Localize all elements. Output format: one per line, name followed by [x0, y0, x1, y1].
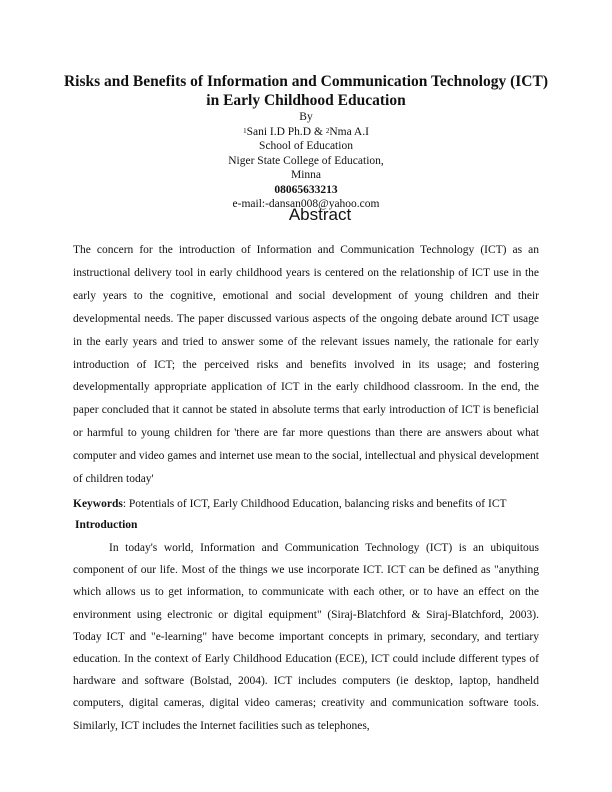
phone-number: 08065633213 [274, 183, 338, 196]
introduction-text: In today's world, Information and Communication Technology (ICT) is an ubiquitous component of our life. Most of the things we use incorporate ICT. ICT can be defined as "anything which allows us to get information, to communicate with each other, or to have an effect on the environment using electronic or digital equipment" (Siraj-Blatchford & Siraj-Blatchford, 2003). Today ICT and "e-learning" have become important concepts in primary, secondary, and tertiary education. In the context of Early Childhood Education (ECE), ICT could include different types of hardware and software (Bolstad, 2004). ICT includes computers (ie desktop, laptop, handheld computers, digital cameras, digital video cameras; creativity and communication software tools. Similarly, ICT includes the Internet facilities such as telephones, [73, 542, 539, 732]
author2-name: Nma A.I [329, 125, 369, 138]
email-address: e-mail:-dansan008@yahoo.com [232, 198, 380, 210]
author1-affiliation-mark: 1 [243, 126, 247, 135]
author2-affiliation-mark: 2 [325, 126, 330, 135]
author1-name: Sani I.D Ph.D & [246, 125, 326, 138]
by-line: By [299, 111, 313, 123]
introduction-heading: Introduction [75, 519, 138, 531]
authors [120, 125, 492, 140]
keywords-text: : Potentials of ICT, Early Childhood Education, balancing risks and benefits of ICT [122, 498, 507, 510]
school-name: School of Education [259, 140, 353, 152]
author-block [120, 110, 492, 212]
city-name: Minna [290, 169, 322, 181]
abstract-text: The concern for the introduction of Information and Communication Technology (ICT) as an instructional delivery tool in early childhood years is centered on the relationship of ICT use in the early years to the cognitive, emotional and social development of young children and their developmental needs. The paper discussed various aspects of the ongoing debate around ICT usage in the early years and tried to answer some of the relevant issues namely, the rationale for early introduction of ICT; the perceived risks and benefits involved in its usage; and fostering developmentally appropriate application of ICT in the early childhood classroom. In the end, the paper concluded that it cannot be stated in absolute terms that early introduction of ICT is beneficial or harmful to young children for 'there are far more questions than there are answers about what computer and video games and internet use mean to the social, intellectual and physical development of children today' [73, 244, 539, 486]
college-name: Niger State College of Education, [228, 154, 384, 167]
paper-title: Risks and Benefits of Information and Communication Technology (ICT) in Early Childhood Education [63, 73, 548, 109]
abstract-heading: Abstract [288, 205, 352, 224]
keywords-line [73, 497, 539, 511]
keywords-label: Keywords [73, 498, 123, 510]
